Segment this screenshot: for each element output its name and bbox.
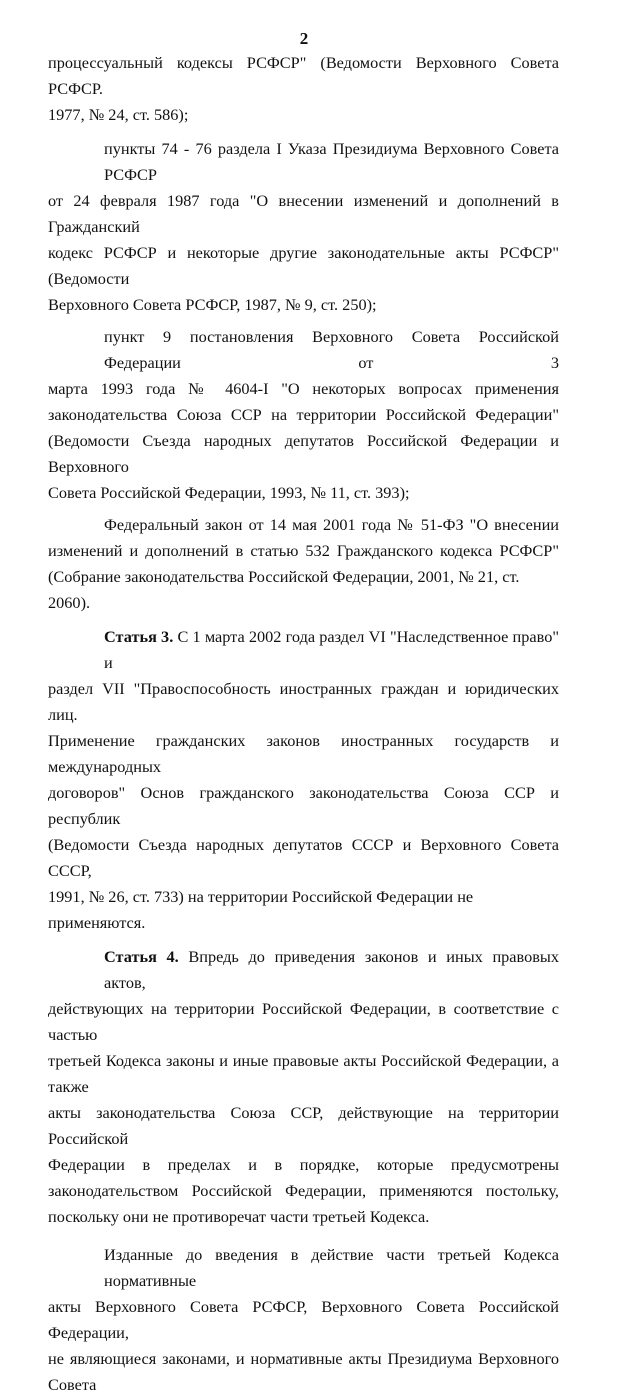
text-line: акты законодательства Союза ССР, действующие на территории Российской (48, 1103, 559, 1148)
text-line: договоров" Основ гражданского законодательства Союза ССР и республик (48, 783, 559, 828)
paragraph (48, 944, 559, 1230)
article-heading: Статья 3. (104, 627, 174, 646)
text-line: не являющиеся законами, и нормативные акты Президиума Верховного Совета (48, 1349, 559, 1394)
paragraph (48, 1242, 559, 1398)
document-body (48, 50, 559, 1398)
text-line: пункты 74 - 76 раздела I Указа Президиума Верховного Совета РСФСР (104, 139, 559, 184)
text-line: акты Верховного Совета РСФСР, Верховного Совета Российской Федерации, (48, 1297, 559, 1342)
text-line: пункт 9 постановления Верховного Совета Российской Федерации от 3 (104, 327, 559, 372)
text-line: третьей Кодекса законы и иные правовые акты Российской Федерации, а также (48, 1051, 559, 1096)
text-line: законодательством Российской Федерации, применяются постольку, (48, 1181, 559, 1200)
text-line: (Ведомости Съезда народных депутатов СССР и Верховного Совета СССР, (48, 835, 559, 880)
text-line: марта 1993 года № 4604-I "О некоторых вопросах применения (48, 379, 559, 398)
paragraph (48, 624, 559, 936)
text-line: раздел VII "Правоспособность иностранных граждан и юридических лиц. (48, 679, 559, 724)
text-line: (Собрание законодательства Российской Федерации, 2001, № 21, ст. 2060). (48, 567, 520, 612)
text-line: поскольку они не противоречат части третьей Кодекса. (48, 1207, 430, 1226)
text-line: кодекс РСФСР и некоторые другие законодательные акты РСФСР" (Ведомости (48, 243, 559, 288)
text-line: (Ведомости Съезда народных депутатов Российской Федерации и Верховного (48, 431, 559, 476)
paragraph (48, 512, 559, 616)
paragraph (48, 50, 559, 128)
text-line: Совета Российской Федерации, 1993, № 11, ст. 393); (48, 483, 410, 502)
text-line: Федеральный закон от 14 мая 2001 года № 51-ФЗ "О внесении (104, 515, 559, 534)
text-line (48, 944, 559, 996)
text-line: изменений и дополнений в статью 532 Гражданского кодекса РСФСР" (48, 541, 559, 560)
text-line: от 24 февраля 1987 года "О внесении изменений и дополнений в Гражданский (48, 191, 559, 236)
text-line: Применение гражданских законов иностранных государств и международных (48, 731, 559, 776)
text-span: С 1 марта 2002 года раздел VI "Наследственное право" и (104, 627, 560, 672)
text-line: 1977, № 24, ст. 586); (48, 105, 189, 124)
text-line: 1991, № 26, ст. 733) на территории Российской Федерации не применяются. (48, 887, 474, 932)
text-line (48, 624, 559, 676)
text-line: Верховного Совета РСФСР, 1987, № 9, ст. 250); (48, 295, 377, 314)
text-span: Впредь до приведения законов и иных правовых актов, (104, 947, 560, 992)
text-line: Федерации в пределах и в порядке, которые предусмотрены (48, 1155, 559, 1174)
paragraph (48, 136, 559, 318)
article-heading: Статья 4. (104, 947, 179, 966)
paragraph (48, 324, 559, 506)
text-line: Изданные до введения в действие части третьей Кодекса нормативные (104, 1245, 559, 1290)
page-number: 2 (299, 29, 309, 48)
text-line: процессуальный кодексы РСФСР" (Ведомости Верховного Совета РСФСР. (48, 53, 559, 98)
text-line: действующих на территории Российской Федерации, в соответствие с частью (48, 999, 559, 1044)
text-line: законодательства Союза ССР на территории Российской Федерации" (48, 405, 559, 424)
